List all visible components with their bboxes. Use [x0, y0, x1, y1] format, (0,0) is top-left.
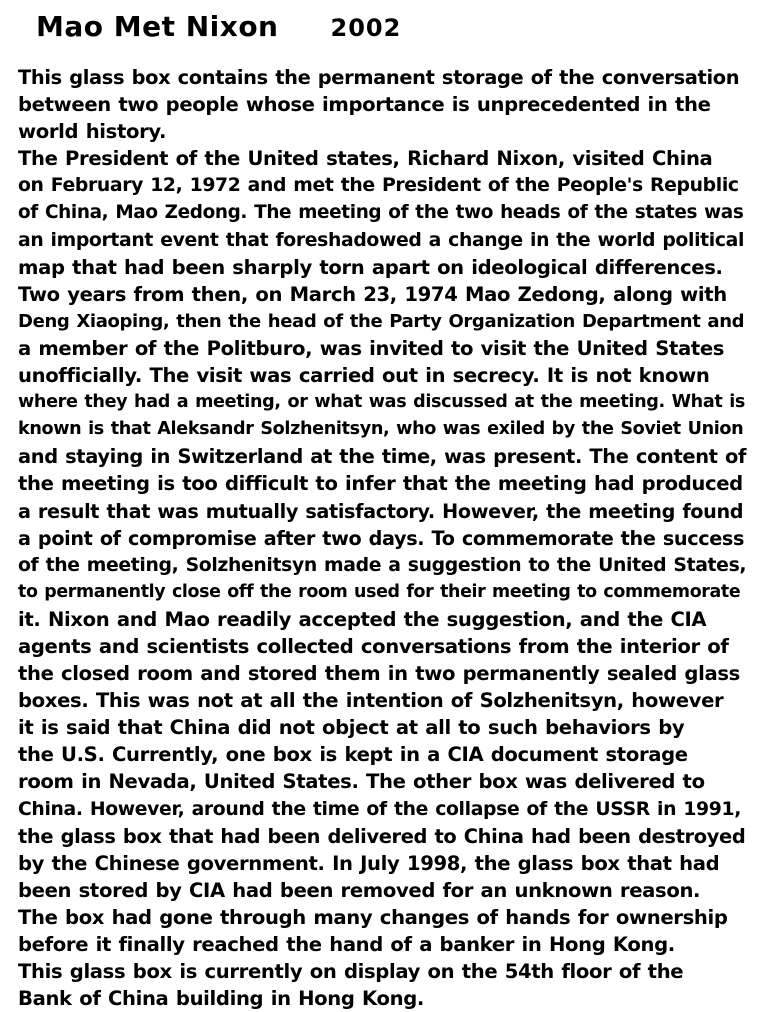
- text-line: of China, Mao Zedong. The meeting of the two heads of the states was: [18, 202, 744, 224]
- text-line: before it finally reached the hand of a banker in Hong Kong.: [18, 933, 675, 956]
- text-line: the U.S. Currently, one box is kept in a CIA document storage: [18, 743, 688, 767]
- text-line: map that had been sharply torn apart on ideological differences.: [18, 255, 723, 279]
- page-header: [18, 10, 746, 58]
- text-line: a result that was mutually satisfactory. However, the meeting found: [18, 499, 744, 523]
- text-line: boxes. This was not at all the intention of Solzhenitsyn, however: [18, 689, 724, 713]
- text-line: Two years from then, on March 23, 1974 Mao Zedong, along with: [18, 282, 727, 306]
- text-line: China. However, around the time of the collapse of the USSR in 1991,: [18, 798, 741, 820]
- text-line: Deng Xiaoping, then the head of the Party Organization Department and: [18, 310, 745, 332]
- text-line: a member of the Politburo, was invited to visit the United States: [18, 336, 725, 360]
- text-line: known is that Aleksandr Solzhenitsyn, who was exiled by the Soviet Union: [18, 419, 744, 440]
- text-line: the closed room and stored them in two permanently sealed glass: [18, 662, 740, 686]
- text-line: between two people whose importance is unprecedented in the: [18, 93, 711, 117]
- text-line: where they had a meeting, or what was discussed at the meeting. What is: [18, 392, 745, 413]
- text-line: of the meeting, Solzhenitsyn made a suggestion to the United States,: [18, 554, 747, 576]
- text-line: by the Chinese government. In July 1998, the glass box that had: [18, 851, 720, 875]
- text-line: Bank of China building in Hong Kong.: [18, 987, 425, 1011]
- text-line: a point of compromise after two days. To commemorate the success: [18, 526, 745, 550]
- text-line: the meeting is too difficult to infer that the meeting had produced: [18, 472, 743, 496]
- text-line: The President of the United states, Richard Nixon, visited China: [18, 147, 713, 171]
- text-line: the glass box that had been delivered to China had been destroyed: [18, 824, 746, 848]
- text-line: it is said that China did not object at all to such behaviors by: [18, 716, 685, 740]
- text-line: This glass box contains the permanent storage of the conversation: [18, 66, 740, 89]
- text-line: room in Nevada, United States. The other box was delivered to: [18, 770, 705, 794]
- text-line: This glass box is currently on display on the 54th floor of the: [18, 960, 684, 984]
- text-line: world history.: [18, 120, 167, 144]
- text-line: agents and scientists collected conversations from the interior of: [18, 634, 729, 658]
- text-line: and staying in Switzerland at the time, was present. The content of: [18, 445, 747, 469]
- text-line: an important event that foreshadowed a change in the world political: [18, 229, 745, 251]
- text-line: The box had gone through many changes of hands for ownership: [18, 905, 728, 929]
- text-line: unofficially. The visit was carried out in secrecy. It is not known: [18, 364, 710, 388]
- text-line: on February 12, 1972 and met the President of the People's Republic: [18, 175, 739, 197]
- text-line: it. Nixon and Mao readily accepted the suggestion, and the CIA: [18, 607, 707, 631]
- body-text: [18, 64, 746, 1012]
- page-title: Mao Met Nixon: [36, 10, 279, 43]
- text-line: to permanently close off the room used for their meeting to commemorate: [18, 581, 741, 602]
- text-line: been stored by CIA had been removed for an unknown reason.: [18, 878, 701, 902]
- page-year: 2002: [330, 14, 402, 42]
